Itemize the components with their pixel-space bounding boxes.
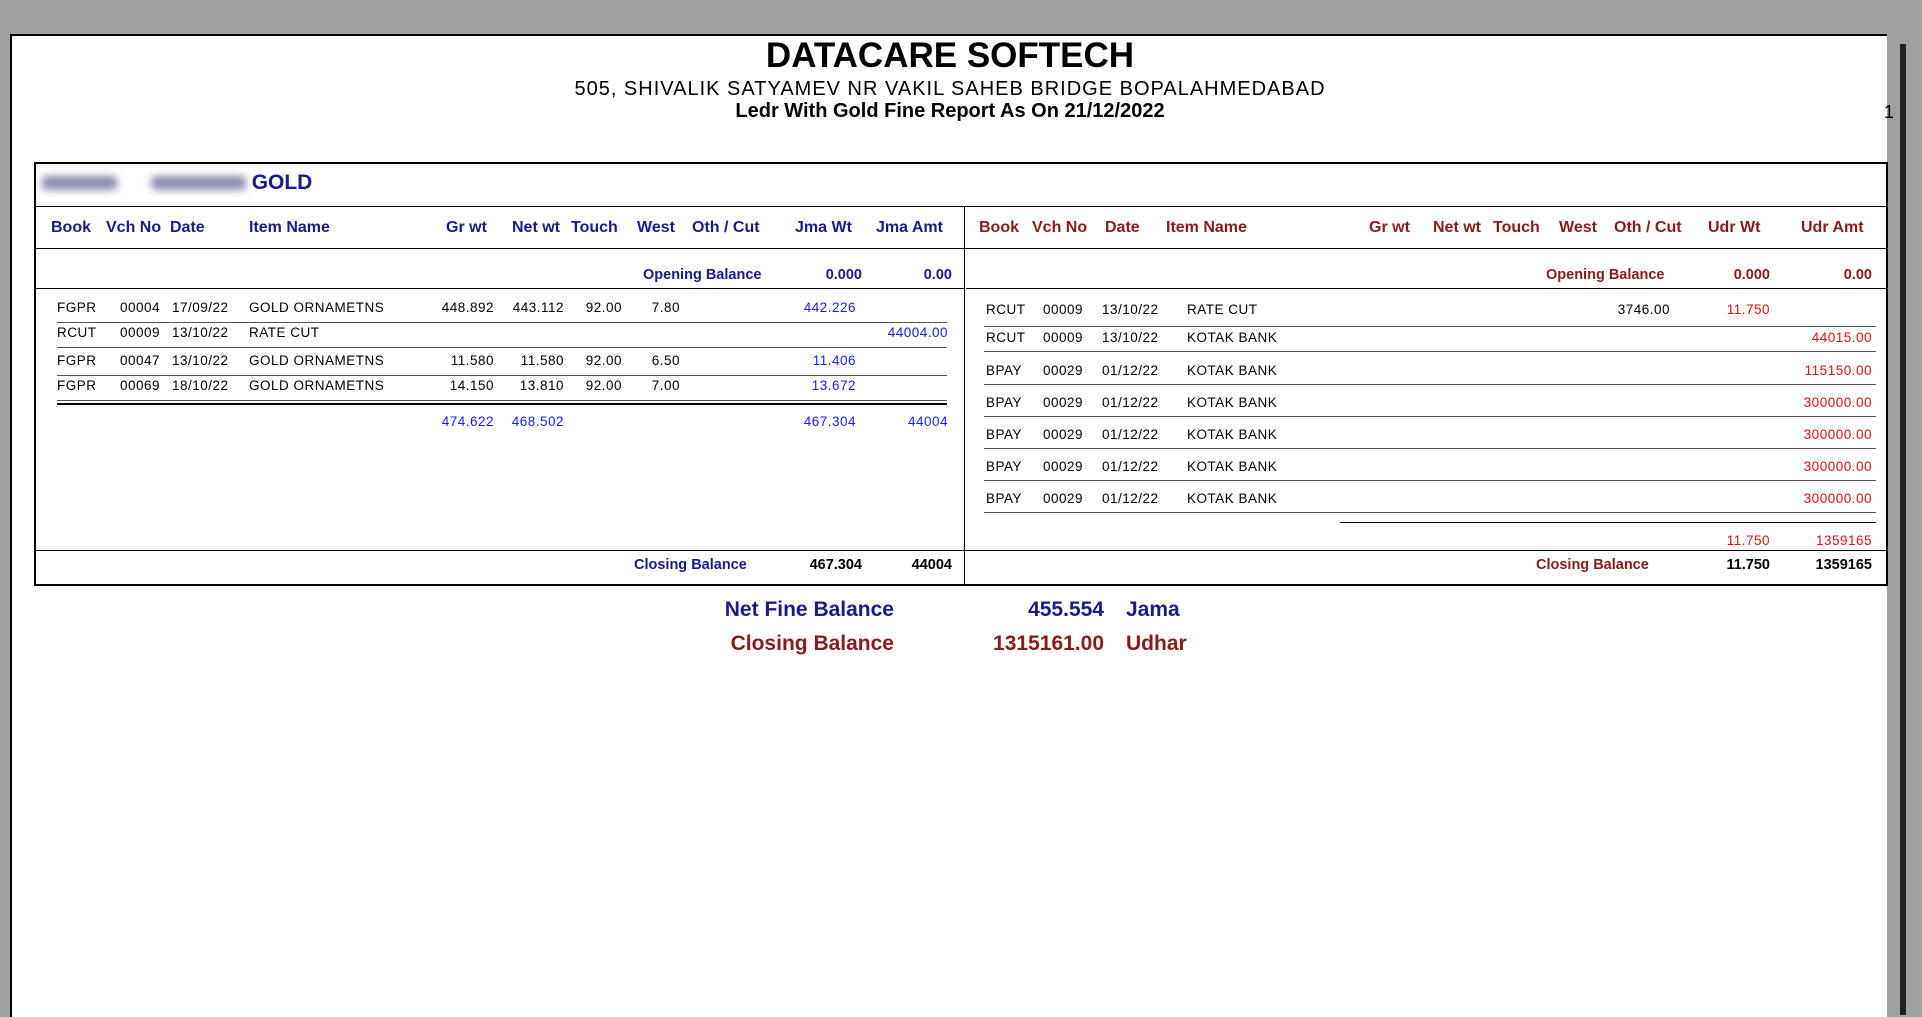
jama-total-amt: 44004 <box>907 414 948 429</box>
udhar-row-divider <box>984 351 1876 352</box>
udhar-row-item: KOTAK BANK <box>1187 427 1278 442</box>
udhar-row-date: 13/10/22 <box>1102 330 1159 345</box>
jama-row-wt: 442.226 <box>803 300 856 315</box>
udhar-row-divider <box>984 448 1876 449</box>
account-name-redacted <box>151 176 246 190</box>
jama-row-netwt: 13.810 <box>519 378 564 393</box>
jama-row-book: FGPR <box>57 300 97 315</box>
udhar-row-date: 01/12/22 <box>1102 363 1159 378</box>
jama-row-west: 7.80 <box>651 300 680 315</box>
udhar-row-vch: 00029 <box>1043 363 1084 378</box>
udhar-row-date: 13/10/22 <box>1102 302 1159 317</box>
udhar-row-amt: 115150.00 <box>1804 363 1872 378</box>
udhar-row-book: RCUT <box>986 330 1026 345</box>
udhar-header-west: West <box>1559 219 1597 236</box>
jama-header-grwt: Gr wt <box>446 219 487 236</box>
udhar-header-item: Item Name <box>1166 219 1247 236</box>
jama-header-netwt: Net wt <box>512 219 560 236</box>
jama-row-divider <box>57 347 947 348</box>
jama-opening-amt: 0.00 <box>923 267 952 283</box>
company-address: 505, SHIVALIK SATYAMEV NR VAKIL SAHEB BRIDGE BOPALAHMEDABAD <box>574 78 1326 100</box>
udhar-row-item: KOTAK BANK <box>1187 491 1278 506</box>
udhar-header-vch: Vch No <box>1032 219 1088 236</box>
udhar-row-book: BPAY <box>986 363 1023 378</box>
jama-row-wt: 13.672 <box>811 378 856 393</box>
udhar-row-vch: 00029 <box>1043 427 1084 442</box>
net-fine-type: Jama <box>1126 598 1180 621</box>
udhar-row-amt: 300000.00 <box>1803 491 1872 506</box>
udhar-header-netwt: Net wt <box>1433 219 1481 236</box>
udhar-closing-wt: 11.750 <box>1726 557 1770 573</box>
closing-divider <box>34 550 1888 551</box>
udhar-row-divider <box>984 384 1876 385</box>
jama-header-date: Date <box>170 219 205 236</box>
jama-row-west: 7.00 <box>651 378 680 393</box>
jama-row-amt: 44004.00 <box>887 325 948 340</box>
page-shadow <box>1900 44 1906 1015</box>
udhar-row-vch: 00009 <box>1043 330 1084 345</box>
report-title: Ledr With Gold Fine Report As On 21/12/2022 <box>735 100 1165 122</box>
udhar-opening-amt: 0.00 <box>1843 267 1872 283</box>
udhar-header-wt: Udr Wt <box>1708 219 1761 236</box>
udhar-header-oth: Oth / Cut <box>1614 219 1682 236</box>
jama-row-touch: 92.00 <box>585 353 622 368</box>
udhar-row-item: KOTAK BANK <box>1187 363 1278 378</box>
jama-opening-divider <box>36 288 964 289</box>
column-split <box>964 206 965 586</box>
summary-closing-label: Closing Balance <box>730 632 894 655</box>
jama-header-item: Item Name <box>249 219 330 236</box>
udhar-header-grwt: Gr wt <box>1369 219 1410 236</box>
udhar-opening-label: Opening Balance <box>1546 267 1665 283</box>
udhar-row-wt: 11.750 <box>1726 302 1770 317</box>
jama-header-amt: Jma Amt <box>876 219 943 236</box>
udhar-row-date: 01/12/22 <box>1102 427 1159 442</box>
jama-row-vch: 00069 <box>120 378 161 393</box>
jama-row-grwt: 14.150 <box>449 378 494 393</box>
jama-closing-amt: 44004 <box>911 557 952 573</box>
page-number: 1 <box>1883 102 1894 122</box>
jama-row-west: 6.50 <box>651 353 680 368</box>
udhar-total-wt: 11.750 <box>1726 533 1770 548</box>
jama-row-divider <box>57 400 947 401</box>
udhar-row-amt: 44015.00 <box>1811 330 1872 345</box>
jama-header-book: Book <box>51 219 91 236</box>
account-divider <box>34 206 1888 207</box>
jama-row-touch: 92.00 <box>585 300 622 315</box>
udhar-row-divider <box>984 326 1876 327</box>
udhar-row-vch: 00029 <box>1043 491 1084 506</box>
net-fine-label: Net Fine Balance <box>724 598 894 621</box>
company-name: DATACARE SOFTECH <box>765 36 1135 75</box>
jama-header-touch: Touch <box>571 219 618 236</box>
jama-opening-wt: 0.000 <box>825 267 862 283</box>
jama-header-oth: Oth / Cut <box>692 219 760 236</box>
jama-header-west: West <box>637 219 675 236</box>
jama-row-book: FGPR <box>57 378 97 393</box>
udhar-row-divider <box>984 416 1876 417</box>
jama-row-netwt: 11.580 <box>520 353 564 368</box>
udhar-row-vch: 00029 <box>1043 459 1084 474</box>
udhar-row-item: KOTAK BANK <box>1187 395 1278 410</box>
summary-closing-type: Udhar <box>1126 632 1187 655</box>
jama-row-date: 13/10/22 <box>172 353 229 368</box>
jama-row-item: RATE CUT <box>249 325 320 340</box>
udhar-row-book: BPAY <box>986 491 1023 506</box>
udhar-row-amt: 300000.00 <box>1803 395 1872 410</box>
jama-row-touch: 92.00 <box>585 378 622 393</box>
jama-opening-label: Opening Balance <box>643 267 762 283</box>
udhar-row-book: RCUT <box>986 302 1026 317</box>
jama-row-divider <box>57 375 947 376</box>
udhar-row-divider <box>984 512 1876 513</box>
jama-row-book: RCUT <box>57 325 97 340</box>
jama-header-wt: Jma Wt <box>795 219 852 236</box>
udhar-row-date: 01/12/22 <box>1102 459 1159 474</box>
udhar-row-vch: 00009 <box>1043 302 1084 317</box>
udhar-row-book: BPAY <box>986 459 1023 474</box>
jama-row-netwt: 443.112 <box>512 300 564 315</box>
jama-total-wt: 467.304 <box>803 414 856 429</box>
udhar-row-vch: 00029 <box>1043 395 1084 410</box>
summary-closing-value: 1315161.00 <box>993 632 1104 655</box>
header-divider <box>34 248 1888 249</box>
jama-total-netwt: 468.502 <box>511 414 564 429</box>
udhar-total-amt: 1359165 <box>1815 533 1872 548</box>
udhar-row-item: KOTAK BANK <box>1187 330 1278 345</box>
jama-row-grwt: 448.892 <box>441 300 494 315</box>
jama-row-date: 18/10/22 <box>172 378 229 393</box>
account-name-row <box>42 171 312 195</box>
udhar-row-book: BPAY <box>986 395 1023 410</box>
udhar-closing-amt: 1359165 <box>1815 557 1872 573</box>
udhar-header-book: Book <box>979 219 1019 236</box>
jama-total-line <box>57 403 947 405</box>
jama-row-wt: 11.406 <box>812 353 856 368</box>
jama-row-vch: 00047 <box>120 353 161 368</box>
udhar-row-amt: 300000.00 <box>1803 427 1872 442</box>
udhar-row-item: KOTAK BANK <box>1187 459 1278 474</box>
jama-row-date: 17/09/22 <box>172 300 229 315</box>
jama-header-vch: Vch No <box>106 219 162 236</box>
udhar-row-amt: 300000.00 <box>1803 459 1872 474</box>
udhar-opening-wt: 0.000 <box>1733 267 1770 283</box>
udhar-header-amt: Udr Amt <box>1801 219 1864 236</box>
jama-row-item: GOLD ORNAMETNS <box>249 353 385 368</box>
jama-row-divider <box>57 322 947 323</box>
account-name: GOLD <box>251 171 313 194</box>
udhar-header-date: Date <box>1105 219 1140 236</box>
udhar-row-oth: 3746.00 <box>1617 302 1670 317</box>
jama-row-item: GOLD ORNAMETNS <box>249 300 385 315</box>
jama-total-grwt: 474.622 <box>441 414 494 429</box>
udhar-row-date: 01/12/22 <box>1102 395 1159 410</box>
udhar-total-line <box>1340 522 1876 523</box>
jama-row-book: FGPR <box>57 353 97 368</box>
jama-row-vch: 00009 <box>120 325 161 340</box>
jama-row-date: 13/10/22 <box>172 325 229 340</box>
udhar-row-book: BPAY <box>986 427 1023 442</box>
udhar-closing-label: Closing Balance <box>1536 557 1649 573</box>
jama-row-item: GOLD ORNAMETNS <box>249 378 385 393</box>
jama-closing-label: Closing Balance <box>634 557 747 573</box>
udhar-row-date: 01/12/22 <box>1102 491 1159 506</box>
jama-row-grwt: 11.580 <box>450 353 494 368</box>
udhar-opening-divider <box>966 288 1886 289</box>
net-fine-value: 455.554 <box>1028 598 1104 621</box>
udhar-header-touch: Touch <box>1493 219 1540 236</box>
account-code-redacted <box>42 176 117 190</box>
jama-closing-wt: 467.304 <box>809 557 862 573</box>
jama-row-vch: 00004 <box>120 300 161 315</box>
udhar-row-divider <box>984 480 1876 481</box>
udhar-row-item: RATE CUT <box>1187 302 1258 317</box>
